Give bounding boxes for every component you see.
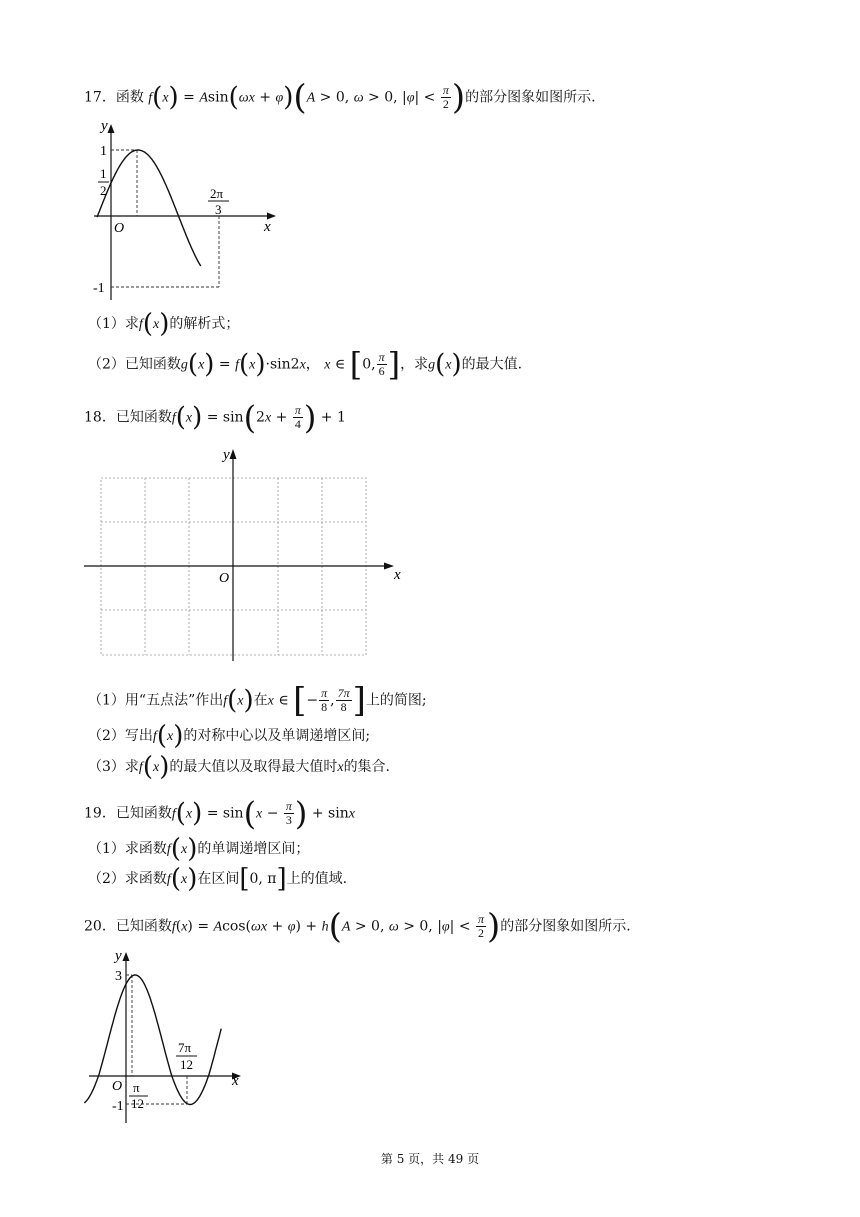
- q17-graph: [84, 118, 284, 303]
- q17-half-num: 1: [100, 166, 107, 181]
- q18-part1: （1）用“五点法”作出f(x)在x ∈ [− $\frac{\pi}{8}$ , $\frac{7\pi}{8}$ ]上的简图;: [88, 680, 427, 721]
- q17-part1: （1）求f(x)的解析式；: [88, 309, 240, 339]
- q20-tick1-den: 12: [131, 1096, 144, 1111]
- q17-origin-label: O: [114, 221, 125, 236]
- q20-label-neg1: -1: [112, 1099, 124, 1114]
- q18-x-label: x: [394, 567, 401, 583]
- q20-tick1-num: π: [133, 1080, 140, 1095]
- q18-y-arrow-icon: [230, 449, 237, 459]
- q20-stem: 20．已知函数f(x) = Acos(ωx + φ) + h(A > 0, ω > 0, |φ| < $\frac{\pi}{2}$ )的部分图象如图所示.: [84, 906, 631, 947]
- q19-part1: （1）求函数f(x)的单调递增区间；: [88, 834, 310, 864]
- q18-part2: （2）写出f(x)的对称中心以及单调递增区间;: [88, 721, 371, 751]
- q17-label-1: 1: [100, 144, 107, 159]
- q20-graph: [84, 947, 259, 1127]
- q20-tick2-den: 12: [180, 1057, 193, 1072]
- q20-y-label: y: [115, 948, 122, 964]
- q17-tick-den: 3: [215, 202, 222, 217]
- q18-graph: [84, 446, 414, 666]
- q18-part3: （3）求f(x)的最大值以及取得最大值时x的集合.: [88, 752, 391, 782]
- q17-y-label: y: [101, 118, 108, 134]
- q20-cos-curve: [84, 975, 221, 1105]
- q20-tick2-num: 7π: [178, 1040, 192, 1055]
- q19-stem: 19．已知函数f(x) = sin(x − $\frac{\pi}{3}$ ) + sinx: [84, 794, 355, 833]
- q18-y-label: y: [223, 447, 230, 463]
- q20-y-arrow-icon: [123, 952, 130, 961]
- q17-x-label: x: [264, 219, 271, 235]
- q20-origin-label: O: [112, 1079, 123, 1094]
- q17-label-neg1: -1: [93, 281, 105, 296]
- q18-number: 18．: [84, 409, 116, 426]
- q17-sine-curve: [97, 150, 201, 266]
- q17-y-arrow-icon: [108, 124, 115, 133]
- q19-number: 19．: [84, 805, 116, 822]
- q17-number: 17．: [84, 89, 116, 106]
- q18-stem: 18．已知函数f(x) = sin(2x + $\frac{\pi}{4}$ ) + 1: [84, 398, 346, 437]
- page-footer: 第 5 页，共 49 页: [380, 1152, 480, 1166]
- q17-tick-num: 2π: [210, 186, 224, 201]
- q17-stem: 17．函数 f(x) = Asin(ωx + φ)(A > 0, ω > 0, |φ| < $\frac{\pi}{2}$ )的部分图象如图所示.: [84, 77, 596, 118]
- q18-x-arrow-icon: [384, 563, 394, 570]
- q20-x-label: x: [232, 1073, 239, 1089]
- q17-part2: （2）已知函数g(x) = f(x)·sin2x， x ∈ [0, $\frac{\pi}{6}$ ]，求g(x)的最大值.: [88, 345, 523, 384]
- q17-half-den: 2: [100, 183, 107, 198]
- q19-part2: （2）求函数f(x)在区间[0, π]上的值域.: [88, 864, 348, 894]
- q20-label-3: 3: [115, 969, 122, 984]
- q18-origin-label: O: [219, 571, 230, 586]
- q20-number: 20．: [84, 918, 116, 935]
- q17-formula: f: [148, 90, 153, 106]
